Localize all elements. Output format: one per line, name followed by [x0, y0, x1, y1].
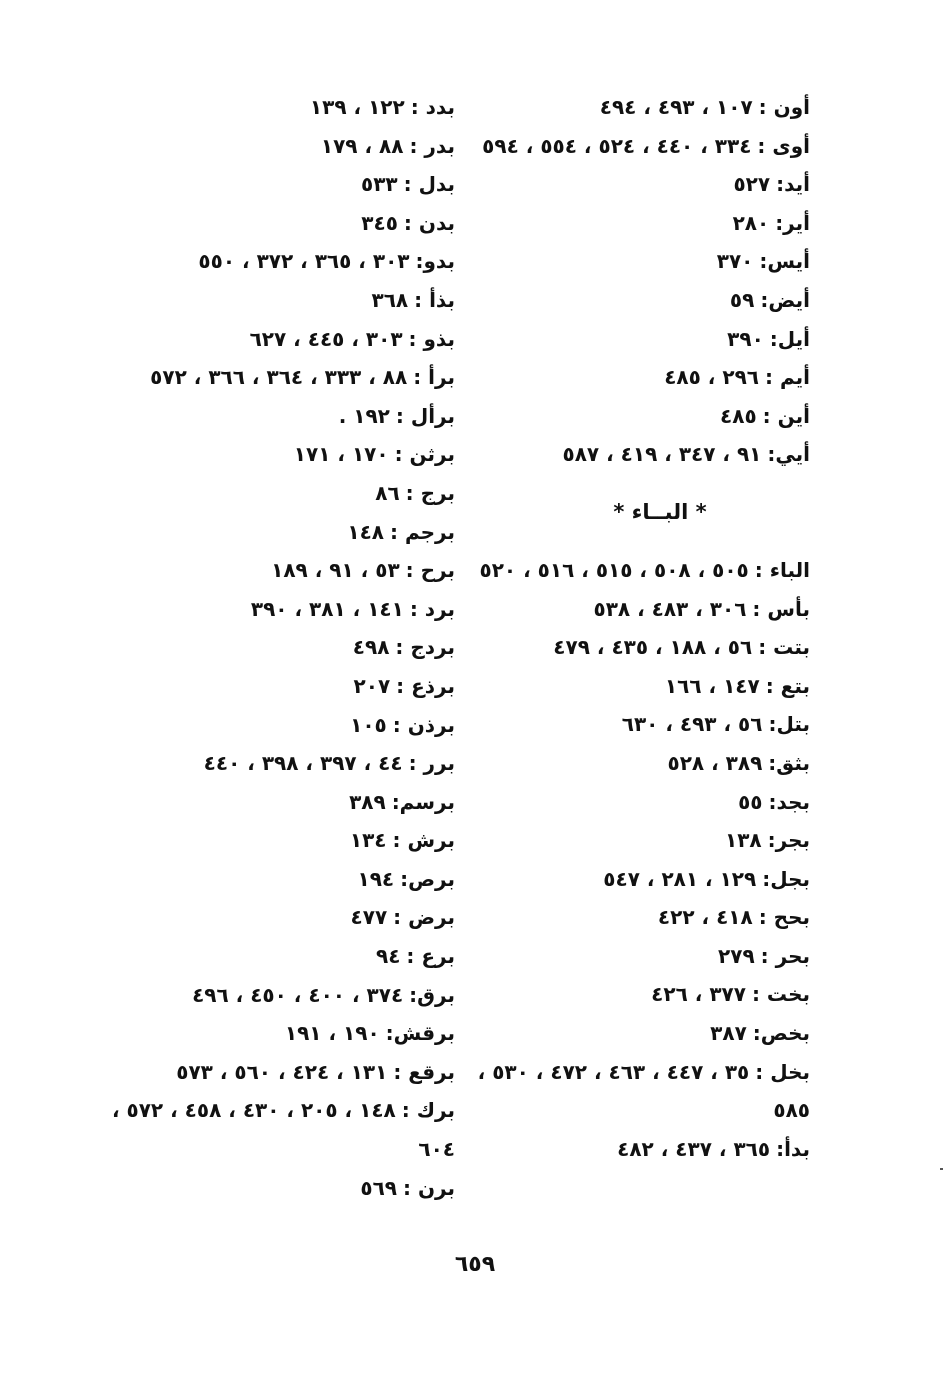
- index-entry: [110, 474, 455, 513]
- index-pages: ٨٨ ، ١٧٩: [320, 133, 404, 158]
- index-pages: ٤١٨ ، ٤٢٢: [657, 905, 753, 930]
- index-pages: ٤٧٧: [350, 905, 388, 930]
- index-root: برع :: [406, 944, 455, 969]
- index-root: بتل:: [768, 712, 810, 737]
- index-root: أيي:: [767, 442, 810, 467]
- index-pages: ٩١ ، ٣٤٧ ، ٤١٩ ، ٥٨٧: [562, 442, 762, 467]
- index-root: بجد:: [768, 789, 810, 814]
- index-root: برك :: [401, 1098, 455, 1123]
- index-root: برذن :: [392, 712, 455, 737]
- index-root: بدن :: [403, 210, 455, 235]
- index-pages: ٣٠٦ ، ٤٨٣ ، ٥٣٨: [593, 596, 747, 621]
- index-entry: [470, 1014, 810, 1053]
- index-entry: [110, 667, 455, 706]
- index-pages: ٣٧٧ ، ٤٢٦: [651, 982, 746, 1007]
- index-entry: [470, 281, 810, 320]
- index-entry: [110, 242, 455, 281]
- index-pages: ١٩٠ ، ١٩١: [284, 1021, 380, 1046]
- index-pages: ٥٩: [729, 287, 755, 312]
- index-pages: ٣٠٣ ، ٣٦٥ ، ٣٧٢ ، ٥٥٠: [198, 249, 410, 274]
- index-pages: ١٩٢ .: [338, 403, 390, 428]
- index-entry: [110, 1169, 455, 1208]
- index-root: برص:: [400, 866, 455, 891]
- index-entry: [110, 744, 455, 783]
- index-pages: ٥٣٣: [360, 172, 398, 197]
- index-root: بجل:: [762, 866, 810, 891]
- index-root: بدر :: [409, 133, 455, 158]
- index-pages: ٤٤ ، ٣٩٧ ، ٣٩٨ ، ٤٤٠: [203, 751, 403, 776]
- index-entry: [470, 860, 810, 899]
- index-pages: ٣٥ ، ٤٤٧ ، ٤٦٣ ، ٤٧٢ ، ٥٣٠ ، ٥٨٥: [477, 1059, 810, 1123]
- index-entry: [470, 628, 810, 667]
- index-root: بثق:: [768, 750, 810, 775]
- index-entry: [110, 320, 455, 359]
- page-number: ٦٥٩: [454, 1252, 496, 1277]
- index-root: برأ :: [413, 365, 455, 390]
- index-root: برذع :: [396, 673, 455, 698]
- index-root: برق:: [409, 982, 455, 1007]
- index-pages: ٣٨٧: [710, 1021, 747, 1046]
- index-entry: [110, 397, 455, 436]
- index-root: بخل :: [755, 1059, 810, 1084]
- index-entry: [470, 590, 810, 629]
- index-root: بجر:: [767, 828, 810, 853]
- index-pages: ١٣٤: [349, 828, 387, 853]
- index-entry: [110, 551, 455, 590]
- index-root: بحر :: [760, 943, 810, 968]
- index-entry: [470, 744, 810, 783]
- index-pages: ٥٥: [738, 789, 763, 814]
- index-pages: ٥٦ ، ٤٩٣ ، ٦٣٠: [621, 712, 763, 737]
- index-pages: ١٣٨: [725, 828, 762, 853]
- index-root: بدأ:: [776, 1136, 810, 1161]
- index-entry: [470, 320, 810, 359]
- index-root: بتع :: [765, 673, 810, 698]
- index-root: أيد:: [776, 172, 810, 197]
- index-root: برد :: [409, 596, 455, 621]
- index-root: بأس :: [752, 596, 810, 621]
- index-entry: [110, 1014, 455, 1053]
- index-entry: [470, 975, 810, 1014]
- index-pages: ١٧٠ ، ١٧١: [293, 442, 389, 467]
- index-root: برجم :: [389, 519, 455, 544]
- index-entry: [110, 281, 455, 320]
- index-pages: ٣٨٩ ، ٥٢٨: [667, 750, 763, 775]
- index-entry: [110, 937, 455, 976]
- index-pages: ٣٠٣ ، ٤٤٥ ، ٦٢٧: [249, 326, 403, 351]
- index-entry: [470, 435, 810, 474]
- index-root: بدل :: [403, 172, 455, 197]
- index-entry: [110, 821, 455, 860]
- index-pages: ١٤٧ ، ١٦٦: [664, 673, 760, 698]
- index-pages: ١٠٥: [350, 712, 387, 737]
- index-entry: [110, 783, 455, 822]
- index-entry: [110, 358, 455, 397]
- index-entry: [110, 628, 455, 667]
- index-pages: ٣٦٨: [371, 287, 409, 312]
- index-root: برض :: [393, 905, 455, 930]
- index-pages: ٥٠٥ ، ٥٠٨ ، ٥١٥ ، ٥١٦ ، ٥٢٠: [479, 557, 749, 582]
- index-root: أون :: [758, 95, 810, 119]
- index-root: برثن :: [394, 442, 455, 467]
- index-pages: ١٢٢ ، ١٣٩: [309, 95, 405, 119]
- index-root: بحح :: [758, 905, 810, 930]
- index-pages: ٣٧٠: [716, 249, 754, 274]
- index-entry: [110, 165, 455, 204]
- index-root: أين :: [762, 403, 810, 428]
- index-entry: [470, 242, 810, 281]
- left-index-column: [110, 88, 455, 1207]
- index-pages: ٣٨٩: [349, 789, 386, 814]
- index-entry: [110, 204, 455, 243]
- index-root: بتت :: [758, 635, 810, 660]
- index-entry: [470, 705, 810, 744]
- index-entry: [470, 667, 810, 706]
- index-pages: ١٣١ ، ٤٢٤ ، ٥٦٠ ، ٥٧٣: [176, 1059, 388, 1084]
- index-root: بذأ :: [414, 287, 455, 312]
- index-entry: [110, 590, 455, 629]
- index-pages: ٩٤: [376, 944, 401, 969]
- index-entry: [470, 127, 810, 166]
- index-entry: [110, 860, 455, 899]
- index-entry: [110, 1091, 455, 1168]
- index-root: برش :: [392, 828, 455, 853]
- index-entry: [110, 88, 455, 127]
- index-root: برح :: [405, 558, 455, 583]
- index-entry: [470, 397, 810, 436]
- index-root: أيس:: [759, 249, 810, 274]
- index-entry: [110, 127, 455, 166]
- index-root: برسم:: [391, 789, 455, 814]
- index-pages: ٣٣٤ ، ٤٤٠ ، ٥٢٤ ، ٥٥٤ ، ٥٩٤: [482, 133, 752, 158]
- index-root: بدو:: [415, 249, 455, 274]
- index-entry: [110, 898, 455, 937]
- index-root: برر :: [408, 751, 455, 776]
- right-index-column: [470, 88, 810, 1168]
- index-pages: ٢٠٧: [353, 673, 391, 698]
- index-root: أيل:: [769, 326, 810, 351]
- index-root: أير:: [775, 210, 810, 235]
- index-root: برج :: [405, 480, 455, 505]
- index-root: بردج :: [395, 635, 455, 660]
- index-pages: ٣٧٤ ، ٤٠٠ ، ٤٥٠ ، ٤٩٦: [192, 982, 404, 1007]
- index-entry: [110, 706, 455, 745]
- index-pages: ٤٩٨: [352, 635, 390, 660]
- index-entry: [110, 1053, 455, 1092]
- index-entry: [470, 1130, 810, 1169]
- index-entry: [470, 165, 810, 204]
- index-pages: ٢٨٠: [732, 210, 770, 235]
- index-root: أيض:: [760, 287, 810, 312]
- index-root: أيم :: [764, 365, 810, 390]
- index-pages: ٣٩٠: [727, 326, 764, 351]
- index-pages: ٥٦ ، ١٨٨ ، ٤٣٥ ، ٤٧٩: [553, 635, 753, 660]
- index-pages: ١٤٨: [347, 519, 384, 544]
- index-pages: ٢٧٩: [718, 943, 755, 968]
- index-entry: [470, 551, 810, 590]
- section-heading: * البــاء *: [613, 499, 707, 524]
- index-root: أوى :: [757, 133, 810, 158]
- index-entry: [470, 821, 810, 860]
- index-pages: ٥٣ ، ٩١ ، ١٨٩: [271, 558, 400, 583]
- index-pages: ٨٨ ، ٣٣٣ ، ٣٦٤ ، ٣٦٦ ، ٥٧٢: [150, 365, 408, 390]
- index-entry: [470, 204, 810, 243]
- index-pages: ٥٢٧: [733, 172, 771, 197]
- index-pages: ٣٦٥ ، ٤٣٧ ، ٤٨٢: [617, 1136, 771, 1161]
- index-root: بخت :: [751, 982, 810, 1007]
- index-root: برن :: [403, 1175, 455, 1200]
- index-entry: [110, 976, 455, 1015]
- index-entry: [470, 937, 810, 976]
- index-entry: [470, 898, 810, 937]
- index-entry: [470, 783, 810, 822]
- index-root: برقع :: [393, 1059, 455, 1084]
- index-root: الباء :: [754, 557, 810, 582]
- index-pages: ١٩٤: [357, 866, 395, 891]
- index-pages: ١٤٨ ، ٢٠٥ ، ٤٣٠ ، ٤٥٨ ، ٥٧٢ ، ٦٠٤: [111, 1098, 455, 1162]
- index-entry: [470, 88, 810, 127]
- index-pages: ١٢٩ ، ٢٨١ ، ٥٤٧: [603, 866, 757, 891]
- index-root: بدد :: [410, 95, 455, 119]
- index-root: برقش:: [385, 1021, 455, 1046]
- index-entry: [470, 1053, 810, 1130]
- index-pages: ١٠٧ ، ٤٩٣ ، ٤٩٤: [599, 95, 753, 119]
- index-pages: ٥٦٩: [360, 1175, 398, 1200]
- index-entry: [110, 435, 455, 474]
- index-entry: [110, 513, 455, 552]
- index-pages: ٨٦: [375, 480, 400, 505]
- index-entry: [470, 358, 810, 397]
- scan-speck: [940, 1168, 943, 1170]
- index-pages: ٣٤٥: [361, 210, 398, 235]
- index-root: بذو :: [408, 326, 455, 351]
- index-pages: ٢٩٦ ، ٤٨٥: [664, 365, 759, 390]
- index-root: بخص:: [752, 1021, 810, 1046]
- index-pages: ١٤١ ، ٣٨١ ، ٣٩٠: [250, 596, 404, 621]
- index-root: برأل :: [395, 403, 455, 428]
- index-pages: ٤٨٥: [720, 403, 757, 428]
